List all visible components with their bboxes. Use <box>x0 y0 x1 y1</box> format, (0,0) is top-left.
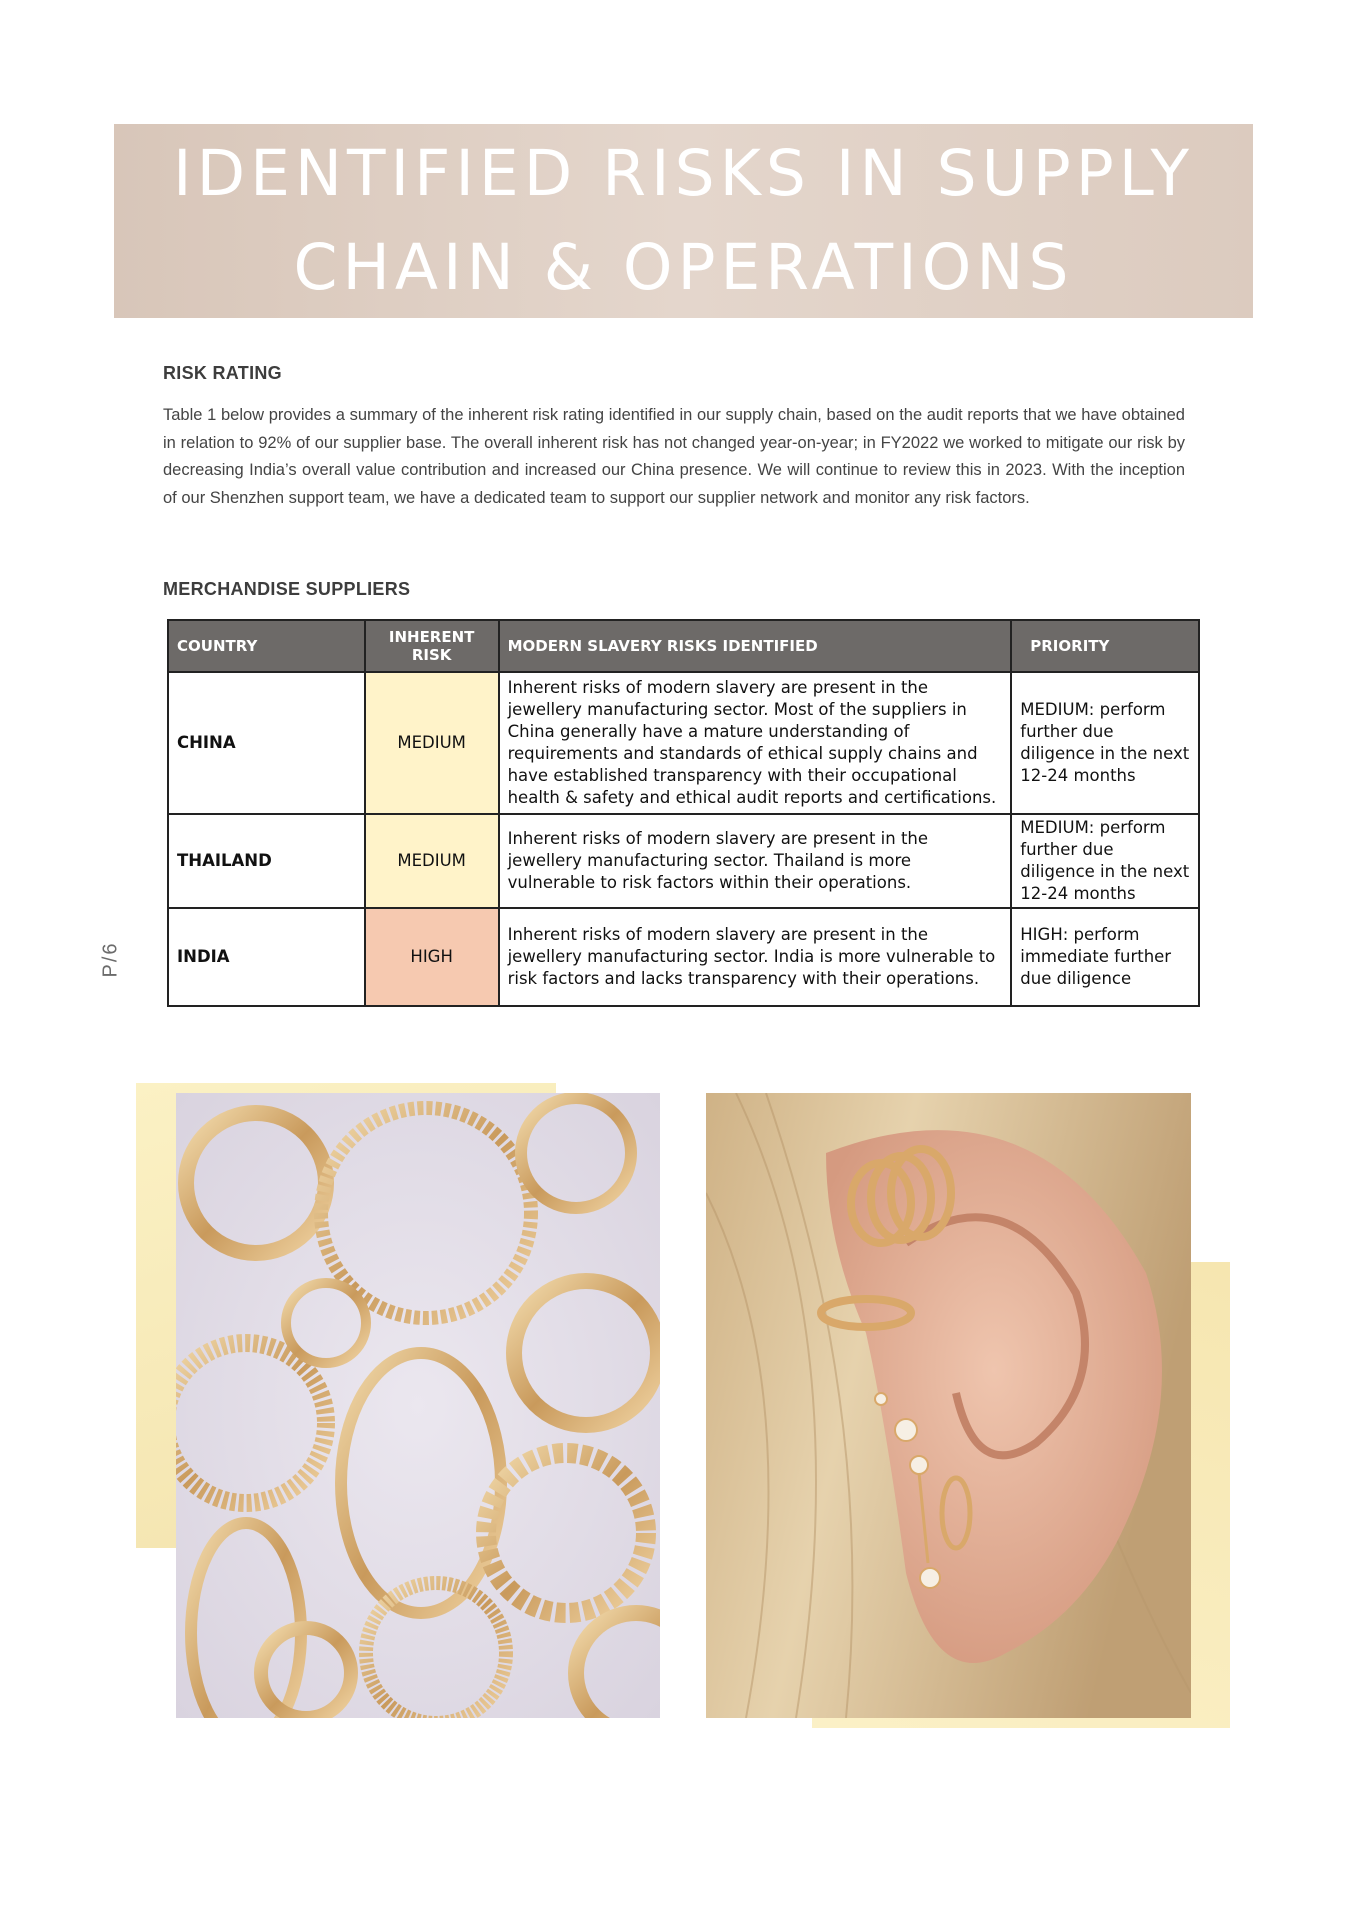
column-header-inherent-line1: INHERENT <box>388 628 475 646</box>
table-header-row <box>168 620 1199 672</box>
inherent-risk-cell: MEDIUM <box>365 814 499 908</box>
ear-cuffs-photo <box>706 1093 1191 1718</box>
country-cell: THAILAND <box>168 814 365 908</box>
country-cell: INDIA <box>168 908 365 1006</box>
risk-rating-paragraph: Table 1 below provides a summary of the inherent risk rating identified in our supply chain, based on the audit reports that we have obtained in relation to 92% of our supplier base. The overall inherent risk has not changed year-on-year; in FY2022 we worked to mitigate our risk by decreasing India’s overall value contribution and increased our China presence. We will continue to review this in 2023. With the inception of our Shenzhen support team, we have a dedicated team to support our supplier network and monitor any risk factors. <box>163 406 1185 507</box>
page-number: P/6 <box>99 941 122 978</box>
inherent-risk-cell: HIGH <box>365 908 499 1006</box>
country-cell: CHINA <box>168 672 365 814</box>
hoop-earrings-photo <box>176 1093 660 1718</box>
column-header-risks: MODERN SLAVERY RISKS IDENTIFIED <box>499 620 1012 672</box>
title-banner <box>114 124 1253 318</box>
risk-description-cell: Inherent risks of modern slavery are present in the jewellery manufacturing sector. Most of the suppliers in China generally have a mature understanding of requirements and standards of ethical supply chains and have established transparency with their occupational health & safety and ethical audit reports and certifications. <box>499 672 1012 814</box>
risk-description-cell: Inherent risks of modern slavery are present in the jewellery manufacturing sector. Thailand is more vulnerable to risk factors within their operations. <box>499 814 1012 908</box>
column-header-inherent-risk <box>365 620 499 672</box>
column-header-priority: PRIORITY <box>1011 620 1199 672</box>
priority-cell: MEDIUM: perform further due diligence in the next 12-24 months <box>1011 672 1199 814</box>
risk-table <box>167 619 1200 1007</box>
column-header-country: COUNTRY <box>168 620 365 672</box>
table-row <box>168 672 1199 814</box>
merchandise-suppliers-heading: MERCHANDISE SUPPLIERS <box>163 579 411 599</box>
priority-cell: HIGH: perform immediate further due diligence <box>1011 908 1199 1006</box>
risk-description-cell: Inherent risks of modern slavery are present in the jewellery manufacturing sector. India is more vulnerable to risk factors and lacks transparency with their operations. <box>499 908 1012 1006</box>
risk-rating-heading: RISK RATING <box>163 363 282 383</box>
table-row <box>168 814 1199 908</box>
table-row <box>168 908 1199 1006</box>
page-title-line-1: IDENTIFIED RISKS IN SUPPLY <box>173 137 1194 210</box>
column-header-inherent-line2: RISK <box>411 646 452 664</box>
page-title-line-2: CHAIN & OPERATIONS <box>293 231 1074 304</box>
priority-cell: MEDIUM: perform further due diligence in the next 12-24 months <box>1011 814 1199 908</box>
inherent-risk-cell: MEDIUM <box>365 672 499 814</box>
